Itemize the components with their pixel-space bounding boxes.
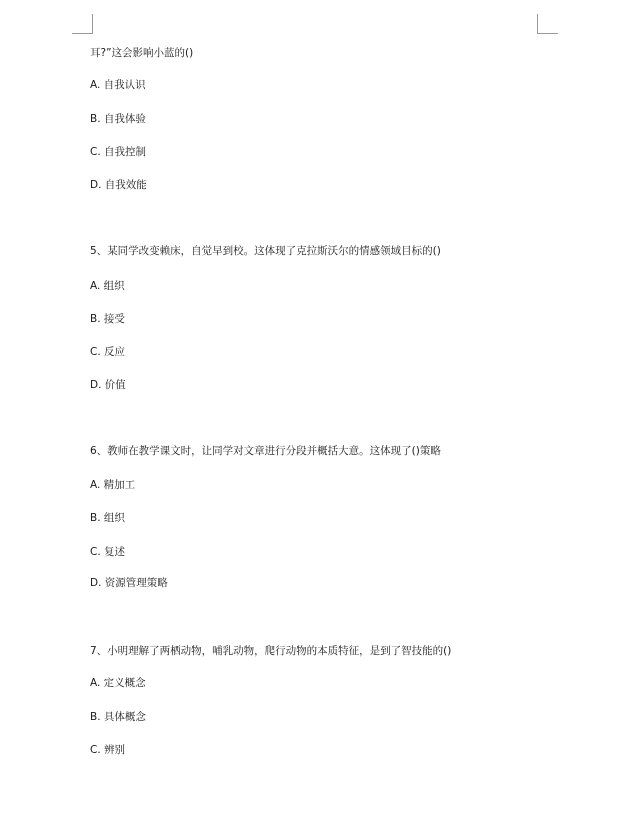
question-6-option-a: A. 精加工 [90,479,136,491]
question-6-option-b: B. 组织 [90,512,125,524]
crop-mark-top-left [72,14,93,34]
question-5-option-a: A. 组织 [90,280,125,292]
question-4-option-d: D. 自我效能 [90,179,147,191]
crop-mark-top-right [537,14,558,34]
question-4-option-a: A. 自我认识 [90,79,146,91]
question-5-stem: 5、某同学改变赖床，自觉早到校。这体现了克拉斯沃尔的情感领域目标的() [90,245,441,257]
question-5-option-b: B. 接受 [90,313,125,325]
question-4-option-c: C. 自我控制 [90,146,147,158]
question-7-option-a: A. 定义概念 [90,677,146,689]
question-7-option-c: C. 辨别 [90,744,126,756]
question-4-stem-end: 耳?”这会影响小蓝的() [90,47,194,59]
question-6-option-c: C. 复述 [90,546,126,558]
question-5-option-c: C. 反应 [90,346,126,358]
question-6-option-d: D. 资源管理策略 [90,577,168,589]
question-5-option-d: D. 价值 [90,379,126,391]
question-7-stem: 7、小明理解了两栖动物，哺乳动物，爬行动物的本质特征，是到了智技能的() [90,645,452,657]
question-7-option-b: B. 具体概念 [90,711,146,723]
question-4-option-b: B. 自我体验 [90,113,146,125]
question-6-stem: 6、教师在教学课文时，让同学对文章进行分段并概括大意。这体现了()策略 [90,445,441,457]
